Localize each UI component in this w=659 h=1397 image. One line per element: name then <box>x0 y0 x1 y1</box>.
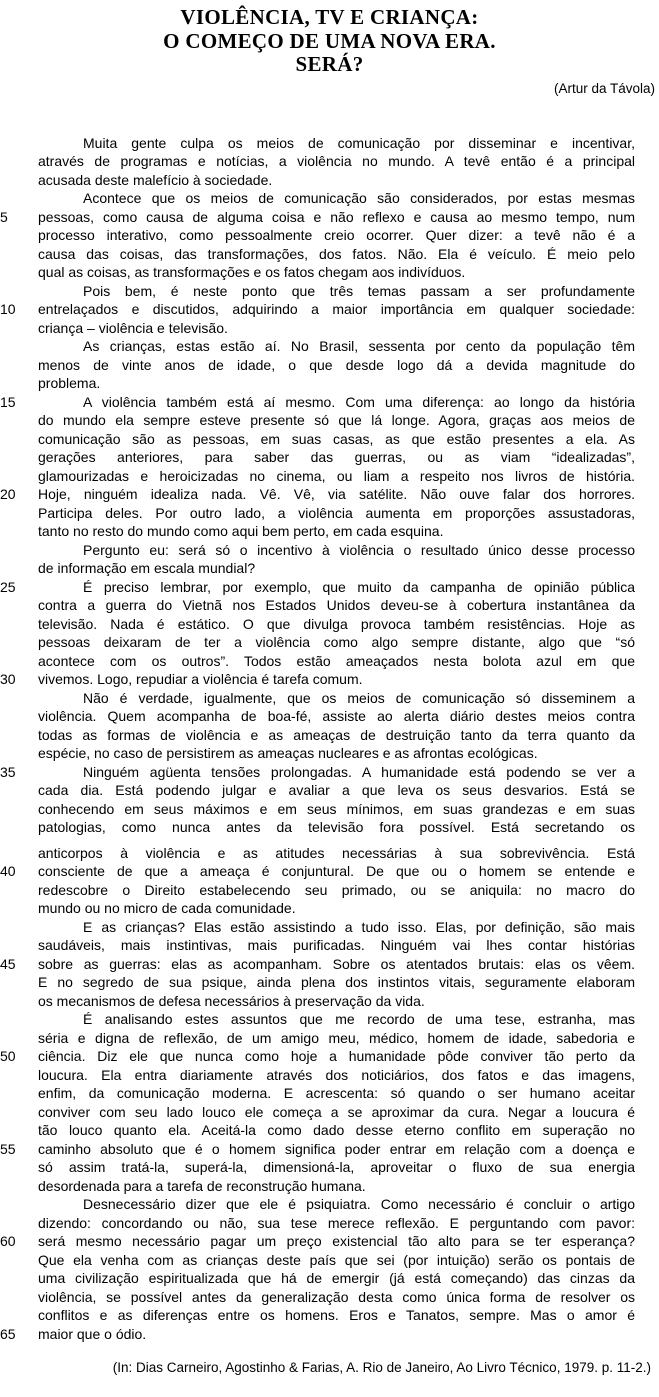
text-line-content: acusada deste malefício à sociedade. <box>38 171 273 188</box>
line-number: 15 <box>0 393 16 410</box>
text-line-content: Desnecessário dizer que ele é psiquiatra. Como necessário é concluir o artigo <box>83 1196 635 1212</box>
text-line-content: Hoje, ninguém idealiza nada. Vê. Vê, via satélite. Não ouve falar dos horrores. <box>38 486 635 502</box>
text-line-content: menos de vinte anos de idade, o que desde logo dá a devida magnitude do <box>38 356 635 373</box>
text-line-content: cada dia. Está podendo julgar e avaliar a que leva os seus desvarios. Está se <box>38 782 635 798</box>
text-line-content: uma civilização espiritualizada que há de emergir (já está começando) das cinzas da <box>38 1270 635 1286</box>
text-line <box>38 1158 635 1177</box>
text-line-content: conflitos e as diferenças entre os homens. Eros e Tanatos, sempre. Mas o amor é <box>38 1307 635 1323</box>
text-line-content: Pergunto eu: será só o incentivo à violência o resultado único desse processo <box>83 541 635 558</box>
line-number: 25 <box>0 578 16 595</box>
text-line-content: televisão. Nada é estático. O que divulga provoca também resistências. Hoje as <box>38 615 635 632</box>
text-line <box>0 300 635 319</box>
text-line-content: séria e digna de reflexão, de um amigo meu, médico, homem de idade, sabedoria e <box>38 1029 635 1046</box>
title-line-2: O COMEÇO DE UMA NOVA ERA. <box>163 28 496 53</box>
text-line-content: Acontece que os meios de comunicação são considerados, por estas mesmas <box>83 190 635 206</box>
text-line-content: só assim tratá-la, superá-la, dimensioná-la, aproveitar o fluxo de sua energia <box>38 1159 635 1175</box>
line-number: 10 <box>0 301 16 317</box>
text-line-content: violência, se possível antes da generalização desta como única forma de resolver os <box>38 1288 635 1305</box>
text-line-content: anticorpos à violência e as atitudes necessárias à sua sobrevivência. Está <box>38 844 635 861</box>
line-number: 5 <box>0 208 8 225</box>
text-line-content: ciência. Diz ele que nunca como hoje a humanidade pôde conviver tão perto da <box>38 1048 635 1064</box>
text-line-content: pessoas deixaram de ter a violência como algo sempre distante, algo que “só <box>38 634 635 650</box>
text-line <box>0 862 635 881</box>
text-line-content: gerações anteriores, para saber das guerras, ou as viam “idealizadas”, <box>38 449 635 465</box>
text-line-content: saudáveis, mais instintivas, mais purificadas. Ninguém vai lhes contar histórias <box>38 937 635 953</box>
text-line-content: espécie, no caso de persistirem as ameaças nucleares e as afrontas ecológicas. <box>38 745 538 761</box>
text-line-content: Muita gente culpa os meios de comunicação por disseminar e incentivar, <box>83 134 635 151</box>
text-line <box>38 818 635 837</box>
text-line-content: contra a guerra do Vietnã nos Estados Unidos deveu-se à cobertura instantânea da <box>38 597 635 613</box>
text-line <box>38 504 635 523</box>
text-line <box>0 763 635 782</box>
text-line <box>38 319 635 338</box>
text-line <box>0 393 635 412</box>
text-line <box>38 522 635 541</box>
text-line-content: E as crianças? Elas estão assistindo a tudo isso. Elas, por definição, são mais <box>83 918 635 935</box>
text-line <box>0 578 635 597</box>
text-line <box>0 208 635 227</box>
line-number: 45 <box>0 955 16 972</box>
text-line-content: glamourizadas e heroicizadas no cinema, ou liam a respeito nos livros de história. <box>38 467 635 484</box>
text-line-content: É preciso lembrar, por exemplo, que muito da campanha de opinião pública <box>83 578 635 595</box>
text-line <box>0 485 635 504</box>
text-line-content: entrelaçados e discutidos, adquirindo a maior importância em qualquer sociedade: <box>38 301 635 317</box>
text-line-content: Participa deles. Por outro lado, a violência aumenta em proporções assustadoras, <box>38 504 635 521</box>
text-line <box>38 1029 635 1048</box>
text-line-content: violência. Quem acompanha de boa-fé, assiste ao alerta diário destes meios contra <box>38 708 635 724</box>
title-line-3: SERÁ? <box>295 52 364 76</box>
text-line-content: patologias, como nunca antes da televisão fora possível. Está secretando os <box>38 819 635 835</box>
text-line-content: comunicação são as pessoas, em suas casas, as que estão presentes a ela. As <box>38 430 635 447</box>
text-line-content: E no segredo de sua psique, ainda plena dos instintos vitais, seguramente elaboram <box>38 974 635 990</box>
text-line <box>38 1177 635 1196</box>
text-line <box>38 1306 635 1325</box>
text-line-content: de informação em escala mundial? <box>38 560 256 576</box>
text-line-content: será mesmo necessário pagar um preço existencial tão alto para se ter esperança? <box>38 1233 635 1249</box>
text-line-content: problema. <box>38 375 101 391</box>
text-line <box>0 670 635 689</box>
text-line <box>38 559 635 578</box>
text-line <box>38 171 635 190</box>
text-line <box>38 541 635 560</box>
text-line <box>38 1084 635 1103</box>
text-line <box>38 226 635 245</box>
text-line <box>0 1232 635 1251</box>
text-line-content: tão louco quanto ela. Aceitá-la como dado desse eterno conflito em superação no <box>38 1122 635 1138</box>
text-line <box>38 918 635 937</box>
text-line <box>38 245 635 264</box>
text-line <box>38 652 635 671</box>
text-line <box>38 430 635 449</box>
text-line-content: tanto no resto do mundo como aqui bem perto, em cada esquina. <box>38 523 444 539</box>
text-line <box>38 448 635 467</box>
text-line-content: processo interativo, como pessoalmente creio ocorrer. Quer dizer: a tevê não é a <box>38 227 635 243</box>
text-body <box>0 134 635 1344</box>
line-number: 55 <box>0 1140 16 1157</box>
text-line-content: sobre as guerras: elas as acompanham. Sobre os atentados brutais: elas os vêem. <box>38 955 635 972</box>
text-line <box>38 615 635 634</box>
text-line <box>38 881 635 900</box>
line-number: 65 <box>0 1325 16 1342</box>
text-line <box>38 633 635 652</box>
text-line-content: qual as coisas, as transformações e os fatos chegam aos indivíduos. <box>38 264 466 280</box>
line-number: 60 <box>0 1233 16 1249</box>
text-line <box>38 1103 635 1122</box>
title-line-1: VIOLÊNCIA, TV E CRIANÇA: <box>180 5 479 29</box>
document-title <box>0 0 659 77</box>
text-line-content: Ninguém agüenta tensões prolongadas. A humanidade está podendo se ver a <box>83 763 635 780</box>
text-line-content: A violência também está aí mesmo. Com uma diferença: ao longo da história <box>83 393 635 410</box>
text-line <box>38 374 635 393</box>
text-line-content: causa das coisas, das transformações, dos fatos. Não. Ela é veículo. É meio pelo <box>38 245 635 262</box>
text-line <box>38 844 635 863</box>
text-line <box>38 134 635 153</box>
text-line-content: acontece com os outros”. Todos estão ameaçados nesta bolota azul em que <box>38 652 635 669</box>
text-line <box>38 356 635 375</box>
text-line <box>38 1010 635 1029</box>
text-line-content: pessoas, como causa de alguma coisa e não reflexo e causa ao mesmo tempo, num <box>38 208 635 225</box>
text-line-content: redescobre o Direito estabelecendo seu primado, ou se aniquila: no macro do <box>38 881 635 898</box>
text-line-content: maior que o ódio. <box>38 1325 147 1342</box>
text-line-content: As crianças, estas estão aí. No Brasil, sessenta por cento da população têm <box>83 338 635 354</box>
text-line <box>38 781 635 800</box>
line-number: 50 <box>0 1048 16 1064</box>
text-line-content: criança – violência e televisão. <box>38 319 228 336</box>
text-line-content: mundo ou no micro de cada comunidade. <box>38 900 296 916</box>
text-line <box>38 337 635 356</box>
text-line <box>38 992 635 1011</box>
text-line-content: loucura. Ela entra diariamente através dos noticiários, dos fatos e das imagens, <box>38 1066 635 1083</box>
text-line <box>38 467 635 486</box>
author-byline: (Artur da Távola) <box>553 80 655 96</box>
text-line <box>38 1066 635 1085</box>
text-line <box>38 689 635 708</box>
text-line <box>38 282 635 301</box>
text-line <box>38 899 635 918</box>
text-line-content: conhecendo em seus máximos e em seus mínimos, em suas grandezas e em suas <box>38 800 635 817</box>
source-citation: (In: Dias Carneiro, Agostinho & Farias, A. Rio de Janeiro, Ao Livro Técnico, 1979. p. 11-2.) <box>112 1360 651 1375</box>
text-line <box>38 1288 635 1307</box>
line-number: 20 <box>0 486 16 502</box>
text-line <box>38 744 635 763</box>
text-line-content: enfim, da comunicação moderna. E acrescenta: só quando o ser humano aceitar <box>38 1085 635 1101</box>
text-line <box>38 936 635 955</box>
text-line-content: É analisando estes assuntos que me recordo de uma tese, estranha, mas <box>83 1011 635 1027</box>
text-line <box>38 1195 635 1214</box>
text-line <box>38 707 635 726</box>
text-line <box>38 973 635 992</box>
text-line-content: todas as formas de violência e as ameaças de destruição tanto da terra quanto da <box>38 726 635 743</box>
text-line <box>0 955 635 974</box>
text-line-content: vivemos. Logo, repudiar a violência é tarefa comum. <box>38 671 363 687</box>
text-line <box>38 1251 635 1270</box>
text-line <box>38 726 635 745</box>
text-line <box>38 1269 635 1288</box>
text-line <box>0 1325 635 1344</box>
text-line-content: conviver com seu lado louco ele começa a se aproximar da cura. Negar a loucura é <box>38 1103 635 1120</box>
text-line-content: dizendo: concordando ou não, sua tese merece reflexão. E perguntando com pavor: <box>38 1214 635 1231</box>
text-line <box>38 263 635 282</box>
text-line <box>38 596 635 615</box>
text-line <box>38 189 635 208</box>
text-line <box>38 411 635 430</box>
text-line-content: consciente de que a ameaça é conjuntural. De que ou o homem se entende e <box>38 863 635 879</box>
text-line-content: através de programas e notícias, a violência no mundo. A tevê então é a principal <box>38 153 635 169</box>
text-line-content: do mundo ela sempre esteve presente só que lá longe. Agora, graças aos meios de <box>38 412 635 428</box>
text-line <box>38 800 635 819</box>
line-number: 40 <box>0 863 16 879</box>
text-line <box>38 1121 635 1140</box>
text-line-content: desordenada para a tarefa de reconstrução humana. <box>38 1177 366 1194</box>
line-number: 30 <box>0 671 16 687</box>
line-number: 35 <box>0 763 16 780</box>
text-line-content: Que ela venha com as crianças deste país que sei (por intuição) serão os pontais de <box>38 1251 635 1268</box>
text-line <box>0 1140 635 1159</box>
text-line <box>38 1214 635 1233</box>
text-line-content: os mecanismos de defesa necessários à preservação da vida. <box>38 992 425 1009</box>
text-line <box>0 1047 635 1066</box>
text-line-content: caminho absoluto que é o homem significa poder entrar em relação com a doença e <box>38 1140 635 1157</box>
text-line <box>38 152 635 171</box>
text-line-content: Não é verdade, igualmente, que os meios de comunicação só disseminem a <box>83 689 635 706</box>
text-line-content: Pois bem, é neste ponto que três temas passam a ser profundamente <box>83 282 635 299</box>
